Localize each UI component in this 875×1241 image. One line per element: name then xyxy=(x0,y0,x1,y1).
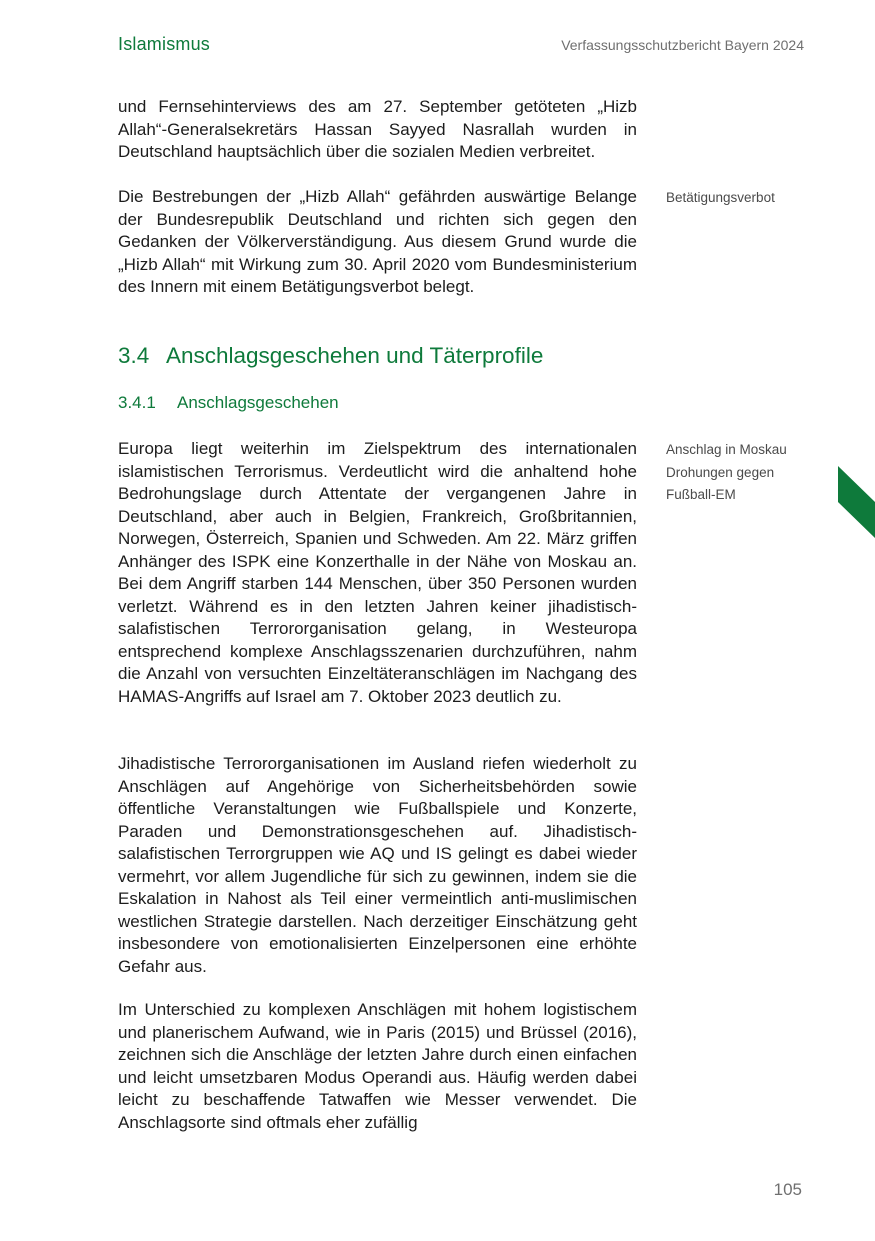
chapter-tab-marker xyxy=(838,466,875,538)
subsection-heading xyxy=(118,393,339,413)
paragraph-hizb-allah-media xyxy=(118,96,637,164)
margin-note-fussball-em: Drohungen gegen Fußball-EM xyxy=(666,464,775,502)
page-number: 105 xyxy=(773,1180,802,1199)
margin-notes-attack xyxy=(666,439,836,507)
paragraph-text: Jihadistische Terrororganisationen im Ausland riefen wiederholt zu Anschlägen auf Angehörige von Sicherheitsbehörden sowie öffentliche Veranstaltungen wie Fußballspiele und Konzerte, Paraden und Demonstrationsgeschehen auf. Jihadistisch-salafistischen Terrorgruppen wie AQ und IS gelingt es dabei wieder vermehrt, vor allem Jugendliche für sich zu gewinnen, indem sie die Eskalation in Nahost als Teil einer vermeintlich anti-muslimischen westlichen Strategie darstellen. Nach derzeitiger Einschätzung geht insbesondere von emotionalisierten Einzelpersonen eine erhöhte Gefahr aus. xyxy=(118,754,637,976)
section-title: Anschlagsgeschehen und Täterprofile xyxy=(166,343,544,368)
paragraph-europe-threat xyxy=(118,438,637,708)
subsection-number: 3.4.1 xyxy=(118,393,156,412)
paragraph-text: Im Unterschied zu komplexen Anschlägen mit hohem logistischem und planerischem Aufwand, wie in Paris (2015) und Brüssel (2016), zeichnen sich die Anschläge der letzten Jahre durch einen einfachen und leicht umsetzbaren Modus Operandi aus. Häufig werden dabei leicht zu beschaffende Tatwaffen wie Messer verwendet. Die Anschlagsorte sind oftmals eher zufällig xyxy=(118,1000,637,1132)
margin-note-betaetigungsverbot: Betätigungsverbot xyxy=(666,190,775,205)
paragraph-hizb-allah-ban xyxy=(118,186,637,299)
running-header-report-title: Verfassungsschutzbericht Bayern 2024 xyxy=(561,37,804,53)
margin-note-moskau: Anschlag in Moskau xyxy=(666,442,787,457)
paragraph-text: Die Bestrebungen der „Hizb Allah“ gefährden auswärtige Belange der Bundesrepublik Deutschland und richten sich gegen den Gedanken der Völkerverständigung. Aus diesem Grund wurde die „Hizb Allah“ mit Wirkung zum 30. April 2020 vom Bundesministerium des Innern mit einem Betätigungsverbot belegt. xyxy=(118,187,637,296)
paragraph-modus-operandi xyxy=(118,999,637,1134)
subsection-title: Anschlagsgeschehen xyxy=(177,393,339,412)
paragraph-text: Europa liegt weiterhin im Zielspektrum des internationalen islamistischen Terrorismus. Verdeutlicht wird die anhaltend hohe Bedrohungslage durch Attentate der vergangenen Jahre in Deutschland, aber auch in Belgien, Frankreich, Großbritannien, Norwegen, Österreich, Spanien und Schweden. Am 22. März griffen Anhänger des ISPK eine Konzerthalle in der Nähe von Moskau an. Bei dem Angriff starben 144 Menschen, über 350 Personen wurden verletzt. Während es in den letzten Jahren keiner jihadistisch-salafistischen Terrororganisation gelang, in Westeuropa entsprechend komplexe Anschlagsszenarien durchzuführen, nahm die Anzahl von versuchten Einzeltäteranschlägen im Nachgang des HAMAS-Angriffs auf Israel am 7. Oktober 2023 deutlich zu. xyxy=(118,439,637,706)
section-number: 3.4 xyxy=(118,343,150,368)
section-heading xyxy=(118,343,543,369)
paragraph-text: und Fernsehinterviews des am 27. September getöteten „Hizb Allah“-Generalsekretärs Hassan Sayyed Nasrallah wurden in Deutschland hauptsächlich über die sozialen Medien verbreitet. xyxy=(118,97,637,161)
running-header-section: Islamismus xyxy=(118,34,211,54)
paragraph-jihadist-calls xyxy=(118,753,637,978)
